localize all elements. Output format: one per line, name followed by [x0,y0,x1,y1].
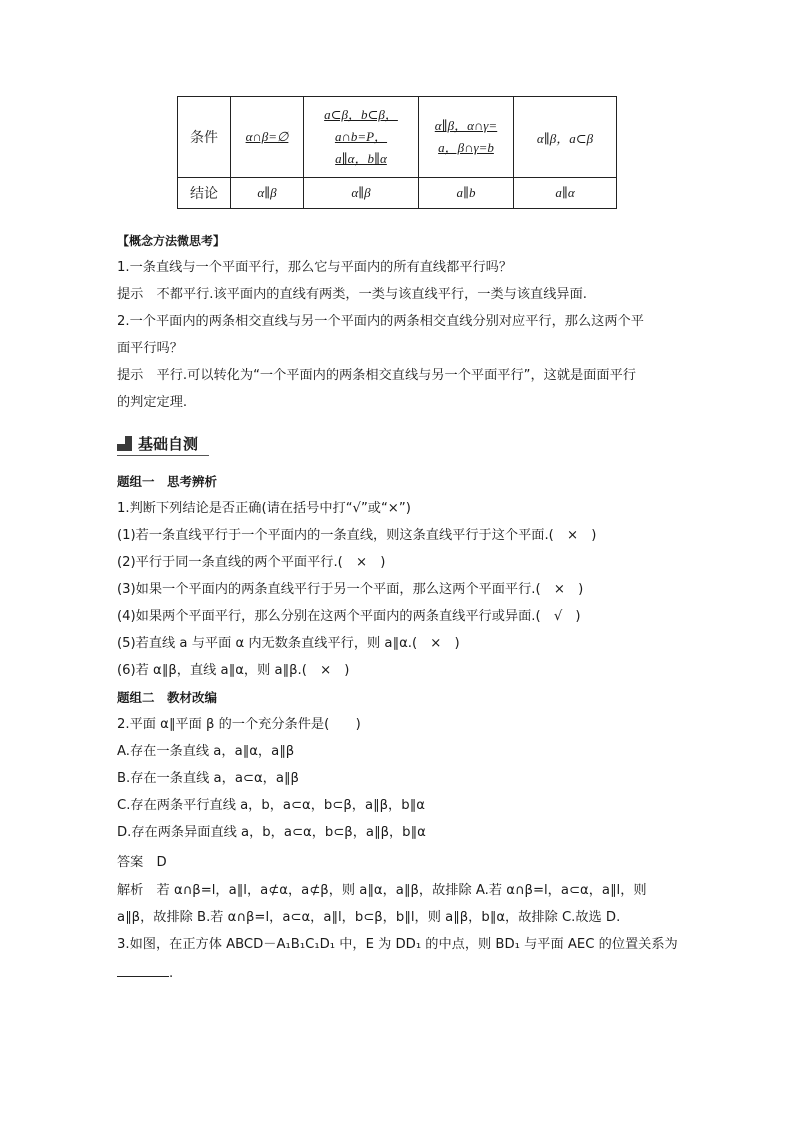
think-question-2-line-2: 面平行吗？ [117,341,183,356]
option-a: A.存在一条直线 a，a∥α，a∥β [117,744,295,759]
condition-table [177,96,617,209]
cell-conc-2: α∥β [304,178,419,209]
think-answer-1: 提示 不都平行.该平面内的直线有两类，一类与该直线平行，一类与该直线异面. [117,287,587,302]
analysis-line-2: a∥β，故排除 B.若 α∩β=l，a⊂α，a∥l，b⊂β，b∥l，则 a∥β，b∥α，故排除 C.故选 D. [117,910,621,925]
row-header-condition: 条件 [178,97,231,178]
think-answer-2-line-2: 的判定定理. [117,395,188,410]
section-title: 基础自测 [138,434,199,453]
think-question-1: 1.一条直线与一个平面平行，那么它与平面内的所有直线都平行吗？ [117,260,513,275]
section-square-icon [117,436,132,451]
question-3-line-2 [117,962,173,984]
option-d: D.存在两条异面直线 a，b，a⊂α，b⊂β，a∥β，b∥α [117,825,426,840]
judge-item-3: (3)如果一个平面内的两条直线平行于另一个平面，那么这两个平面平行.( × ) [117,582,584,597]
answer-line: 答案 D [117,855,167,870]
option-c: C.存在两条平行直线 a，b，a⊂α，b⊂β，a∥β，b∥α [117,798,425,813]
group-1-title: 题组一 思考辨析 [117,474,218,489]
judge-item-6: (6)若 α∥β，直线 a∥α，则 a∥β.( × ) [117,663,350,678]
analysis-line-1: 解析 若 α∩β=l，a∥l，a⊄α，a⊄β，则 a∥α，a∥β，故排除 A.若 α∩β=l，a⊂α，a∥l，则 [117,883,647,898]
table-row [178,97,617,178]
group-2-title: 题组二 教材改编 [117,690,218,705]
answer-blank[interactable] [117,962,169,977]
question-1-intro: 1.判断下列结论是否正确(请在括号中打“√”或“×”) [117,501,411,516]
think-answer-2-line-1: 提示 平行.可以转化为“一个平面内的两条相交直线与另一个平面平行”，这就是面面平行 [117,368,636,383]
judge-item-1: (1)若一条直线平行于一个平面内的一条直线，则这条直线平行于这个平面.( × ) [117,528,597,543]
question-2-stem: 2.平面 α∥平面 β 的一个充分条件是( ) [117,717,361,732]
row-header-conclusion: 结论 [178,178,231,209]
table-row [178,178,617,209]
question-3-line-1: 3.如图，在正方体 ABCD－A₁B₁C₁D₁ 中，E 为 DD₁ 的中点，则 BD₁ 与平面 AEC 的位置关系为 [117,937,678,952]
think-title: 【概念方法微思考】 [117,234,226,248]
cell-conc-4: a∥α [514,178,617,209]
think-question-2-line-1: 2.一个平面内的两条相交直线与另一个平面内的两条相交直线分别对应平行，那么这两个平 [117,314,644,329]
cell-cond-4: α∥β，a⊂β [514,97,617,178]
cell-conc-3: a∥b [419,178,514,209]
judge-item-5: (5)若直线 a 与平面 α 内无数条直线平行，则 a∥α.( × ) [117,636,460,651]
judge-item-4: (4)如果两个平面平行，那么分别在这两个平面内的两条直线平行或异面.( √ ) [117,609,581,624]
section-divider [117,455,209,456]
judge-item-2: (2)平行于同一条直线的两个平面平行.( × ) [117,555,386,570]
cell-cond-2: a⊂β，b⊂β， a∩b=P， a∥α，b∥α [304,97,419,178]
option-b: B.存在一条直线 a，a⊂α，a∥β [117,771,299,786]
cell-conc-1: α∥β [231,178,304,209]
section-header [117,433,198,453]
cell-cond-1: α∩β=∅ [231,97,304,178]
cell-cond-3: α∥β，α∩γ= a，β∩γ=b [419,97,514,178]
question-3-end: . [169,966,174,981]
